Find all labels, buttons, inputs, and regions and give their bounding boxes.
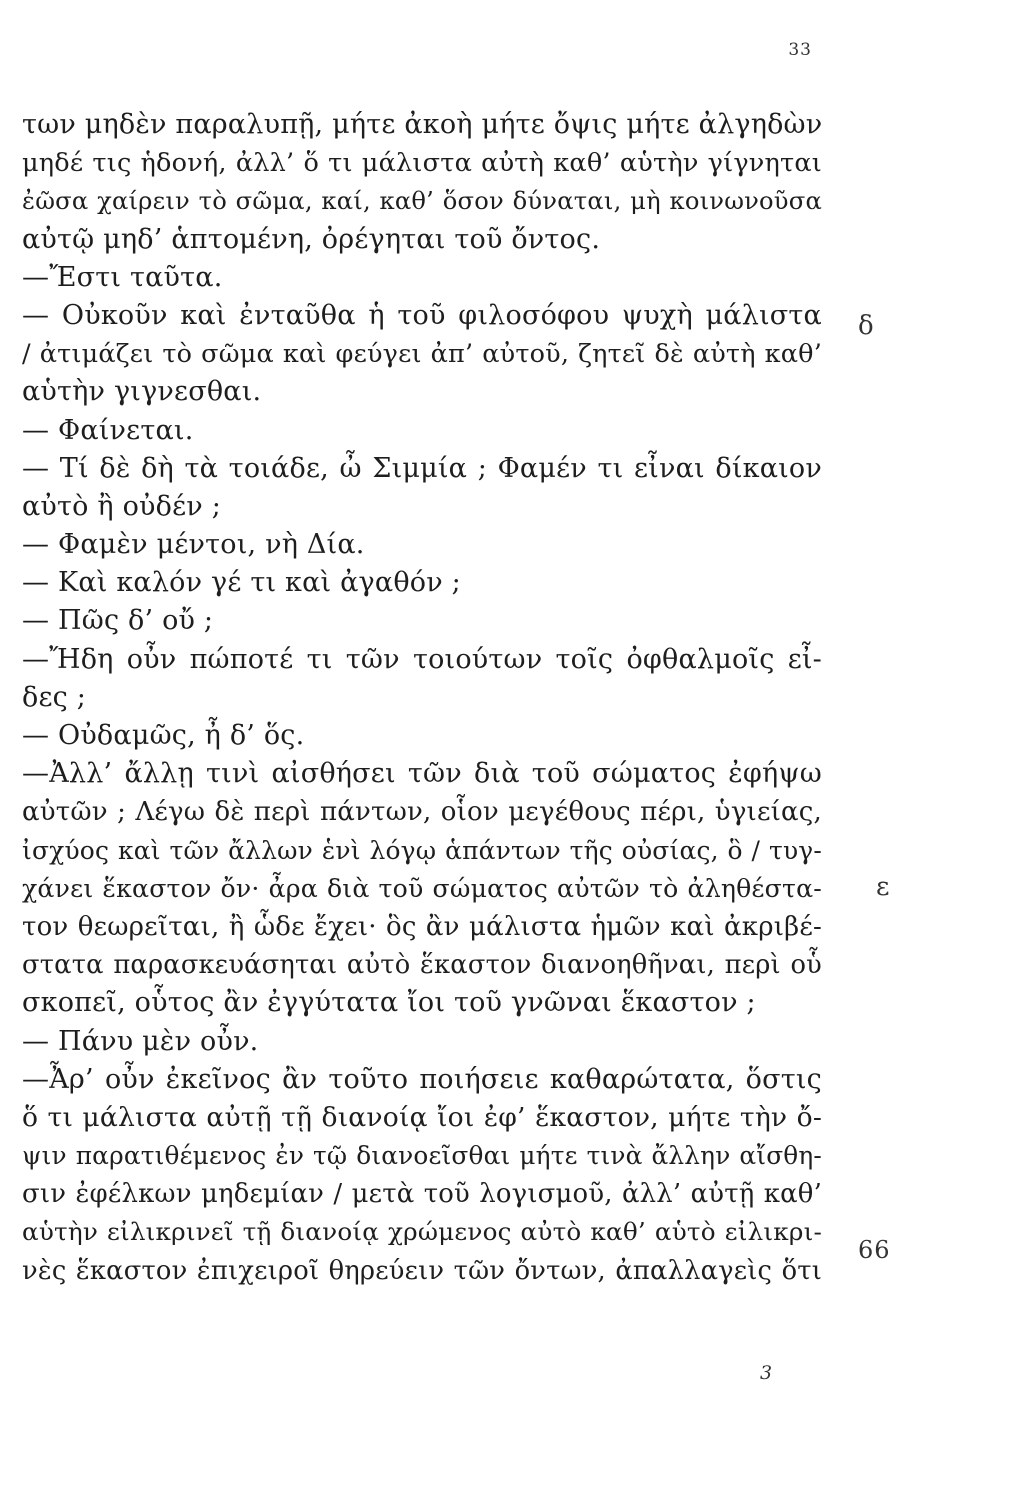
text-line: των μηδὲν παραλυπῇ, μήτε ἀκοὴ μήτε ὄψις μήτε ἀλγηδὼν	[22, 109, 823, 140]
text-line: —Ἀλλ’ ἄλλῃ τινὶ αἰσθήσει τῶν διὰ τοῦ σώματος ἐφήψω	[22, 758, 822, 790]
text-line: ψιν παρατιθέμενος ἐν τῷ διανοεῖσθαι μήτε τινὰ ἄλλην αἴσθη-	[22, 1141, 822, 1171]
text-line: μηδέ τις ἡδονή, ἀλλ’ ὅ τι μάλιστα αὐτὴ καθ’ αὑτὴν γίγνηται	[22, 148, 822, 179]
text-line: σιν ἐφέλκων μηδεμίαν / μετὰ τοῦ λογισμοῦ, ἀλλ’ αὐτῇ καθ’	[22, 1179, 822, 1210]
text-line: αὑτὴν εἰλικρινεῖ τῇ διανοίᾳ χρώμενος αὐτὸ καθ’ αὑτὸ εἰλικρι-	[22, 1217, 822, 1247]
text-line: — Πῶς δ’ οὔ ;	[22, 605, 214, 637]
text-line: — Φαμὲν μέντοι, νὴ Δία.	[22, 529, 365, 561]
text-line: σκοπεῖ, οὗτος ἂν ἐγγύτατα ἴοι τοῦ γνῶναι ἕκαστον ;	[22, 987, 756, 1019]
text-line: στατα παρασκευάσηται αὐτὸ ἕκαστον διανοηθῆναι, περὶ οὗ	[22, 950, 822, 981]
text-line: — Οὐκοῦν καὶ ἐνταῦθα ἡ τοῦ φιλοσόφου ψυχὴ μάλιστα	[22, 299, 822, 331]
text-line: αὐτῶν ; Λέγω δὲ περὶ πάντων, οἷον μεγέθους πέρι, ὑγιείας,	[22, 797, 822, 828]
text-line: — Πάνυ μὲν οὖν.	[22, 1025, 259, 1057]
printer-signature-mark: 3	[760, 1362, 773, 1384]
text-line: —Ἔστι ταῦτα.	[22, 261, 223, 293]
text-line: νὲς ἕκαστον ἐπιχειροῖ θηρεύειν τῶν ὄντων, ἀπαλλαγεὶς ὅτι	[22, 1255, 822, 1286]
greek-text-block	[22, 106, 822, 1290]
text-line: — Καὶ καλόν γέ τι καὶ ἀγαθόν ;	[22, 567, 461, 599]
text-line: — Φαίνεται.	[22, 414, 194, 446]
text-line: —Ἤδη οὖν πώποτέ τι τῶν τοιούτων τοῖς ὀφθαλμοῖς εἶ-	[22, 643, 822, 675]
text-line: / ἀτιμάζει τὸ σῶμα καὶ φεύγει ἀπ’ αὐτοῦ, ζητεῖ δὲ αὐτὴ καθ’	[22, 339, 822, 370]
text-line: χάνει ἕκαστον ὄν· ἆρα διὰ τοῦ σώματος αὐτῶν τὸ ἀληθέστα-	[22, 873, 822, 903]
text-line: αὐτῷ μηδ’ ἁπτομένη, ὀρέγηται τοῦ ὄντος.	[22, 223, 601, 255]
text-line: — Τί δὲ δὴ τὰ τοιάδε, ὦ Σιμμία ; Φαμέν τι εἶναι δίκαιον	[22, 452, 822, 484]
text-line: αὑτὴν γιγνεσθαι.	[22, 376, 262, 408]
text-line: ἐῶσα χαίρειν τὸ σῶμα, καί, καθ’ ὅσον δύναται, μὴ κοινωνοῦσα	[22, 187, 822, 216]
margin-stephanus-number: 66	[858, 1236, 891, 1264]
text-line: δες ;	[22, 681, 87, 713]
margin-section-epsilon: ε	[876, 872, 890, 902]
text-line: τον θεωρεῖται, ἢ ὧδε ἔχει· ὃς ἂν μάλιστα ἡμῶν καὶ ἀκριβέ-	[22, 911, 822, 942]
text-line: —Ἆρ’ οὖν ἐκεῖνος ἂν τοῦτο ποιήσειε καθαρώτατα, ὅστις	[22, 1063, 822, 1095]
margin-section-delta: δ	[858, 311, 874, 341]
text-line: ὅ τι μάλιστα αὐτῇ τῇ διανοίᾳ ἴοι ἐφ’ ἕκαστον, μήτε τὴν ὄ-	[22, 1101, 822, 1133]
text-line: ἰσχύος καὶ τῶν ἄλλων ἑνὶ λόγῳ ἁπάντων τῆς οὐσίας, ὃ / τυγ-	[22, 835, 822, 865]
text-line: αὐτὸ ἢ οὐδέν ;	[22, 490, 221, 522]
page-number: 33	[788, 40, 812, 60]
text-line: — Οὐδαμῶς, ἦ δ’ ὅς.	[22, 720, 305, 751]
